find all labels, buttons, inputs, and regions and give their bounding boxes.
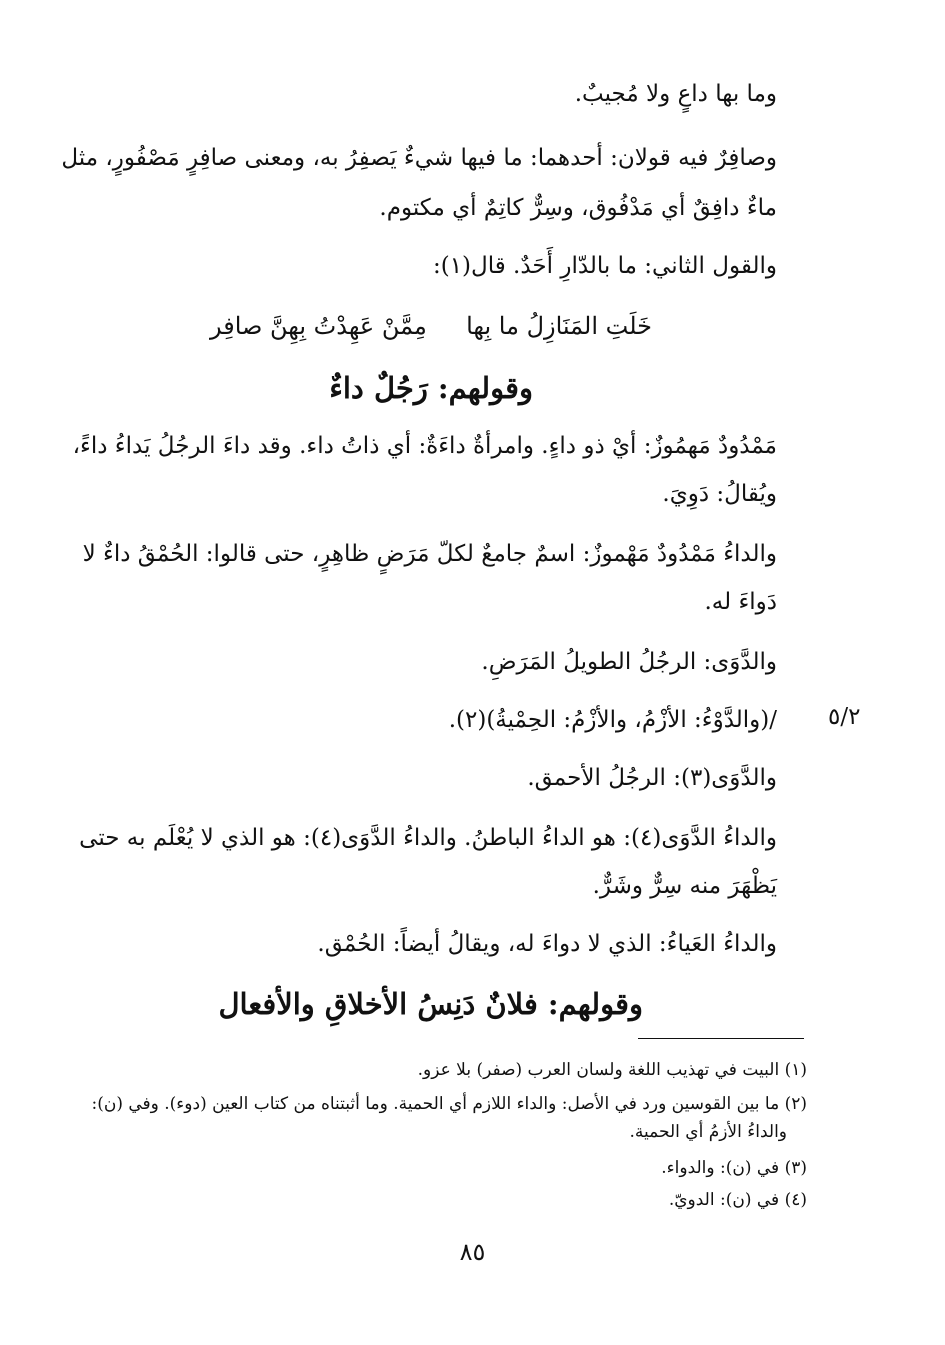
footnote: (٢) ما بين القوسين ورد في الأصل: والداء اللازم أي الحمية. وما أثبتناه من كتاب العين (دوء). وفي (ن):	[91, 1094, 807, 1114]
verse-first-hemistich: خَلَتِ المَنَازِلُ ما بِها	[466, 312, 652, 340]
text-line: ماءٌ دافِقٌ أي مَدْفُوق، وسِرٌّ كاتِمٌ أي مكتوم.	[379, 195, 777, 221]
footnote-divider	[638, 1038, 804, 1039]
text-line: /(والدَّوْءُ: الأزْمُ، والأزْمُ: الحِمْيةُ)(٢).	[448, 707, 777, 733]
text-line: دَواءَ له.	[704, 589, 777, 615]
footnote: (٣) في (ن): والدواء.	[661, 1158, 807, 1178]
margin-page-reference: ٥/٢	[828, 704, 861, 730]
text-line: وصافِرٌ فيه قولان: أحدهما: ما فيها شيءٌ يَصفِرُ به، ومعنى صافِرٍ مَصْفُورٍ، مثل	[61, 145, 777, 171]
text-line: يَظْهَرَ منه سِرٌّ وشَرٌّ.	[592, 873, 777, 899]
text-line: والداءُ مَمْدُودٌ مَهْموزٌ: اسمٌ جامعٌ لكلّ مَرَضٍ ظاهِرٍ، حتى قالوا: الحُمْقُ داءٌ لا	[82, 541, 777, 567]
text-line: مَمْدُودٌ مَهمُوزٌ: أيْ ذو داءٍ. وامرأةٌ داءَةٌ: أي ذاتُ داء. وقد داءَ الرجُلُ يَداءُ داءً،	[72, 433, 777, 459]
footnote: (٤) في (ن): الدويّ.	[668, 1190, 807, 1210]
footnote-continuation: والداءُ الأزمُ أي الحمية.	[629, 1122, 787, 1142]
text-line: ويُقالُ: دَوِيَ.	[662, 481, 777, 507]
section-heading: وقولهم: فلانٌ دَنِسُ الأخلاقِ والأفعال	[218, 987, 643, 1021]
section-heading: وقولهم: رَجُلٌ داءٌ	[329, 371, 533, 405]
text-line: والداءُ الدَّوَى(٤): هو الداءُ الباطنُ. والداءُ الدَّوَى(٤): هو الذي لا يُعْلَم به حتى	[79, 825, 777, 851]
footnote: (١) البيت في تهذيب اللغة ولسان العرب (صفر) بلا عزو.	[417, 1060, 807, 1080]
text-line: والقول الثاني: ما بالدّارِ أَحَدٌ. قال(١):	[432, 253, 777, 279]
verse-second-hemistich: مِمَّنْ عَهِدْتُ بِهِنَّ صافِر	[210, 312, 427, 340]
text-line: وما بها داعٍ ولا مُجيبٌ.	[574, 81, 777, 107]
text-line: والدَّوَى(٣): الرجُلُ الأحمق.	[527, 765, 777, 791]
text-line: والدَّوَى: الرجُلُ الطويلُ المَرَضِ.	[481, 649, 777, 675]
text-line: والداءُ العَياءُ: الذي لا دواءَ له، ويقالُ أيضاً: الحُمْق.	[317, 931, 777, 957]
page-number: ٨٥	[459, 1238, 486, 1266]
